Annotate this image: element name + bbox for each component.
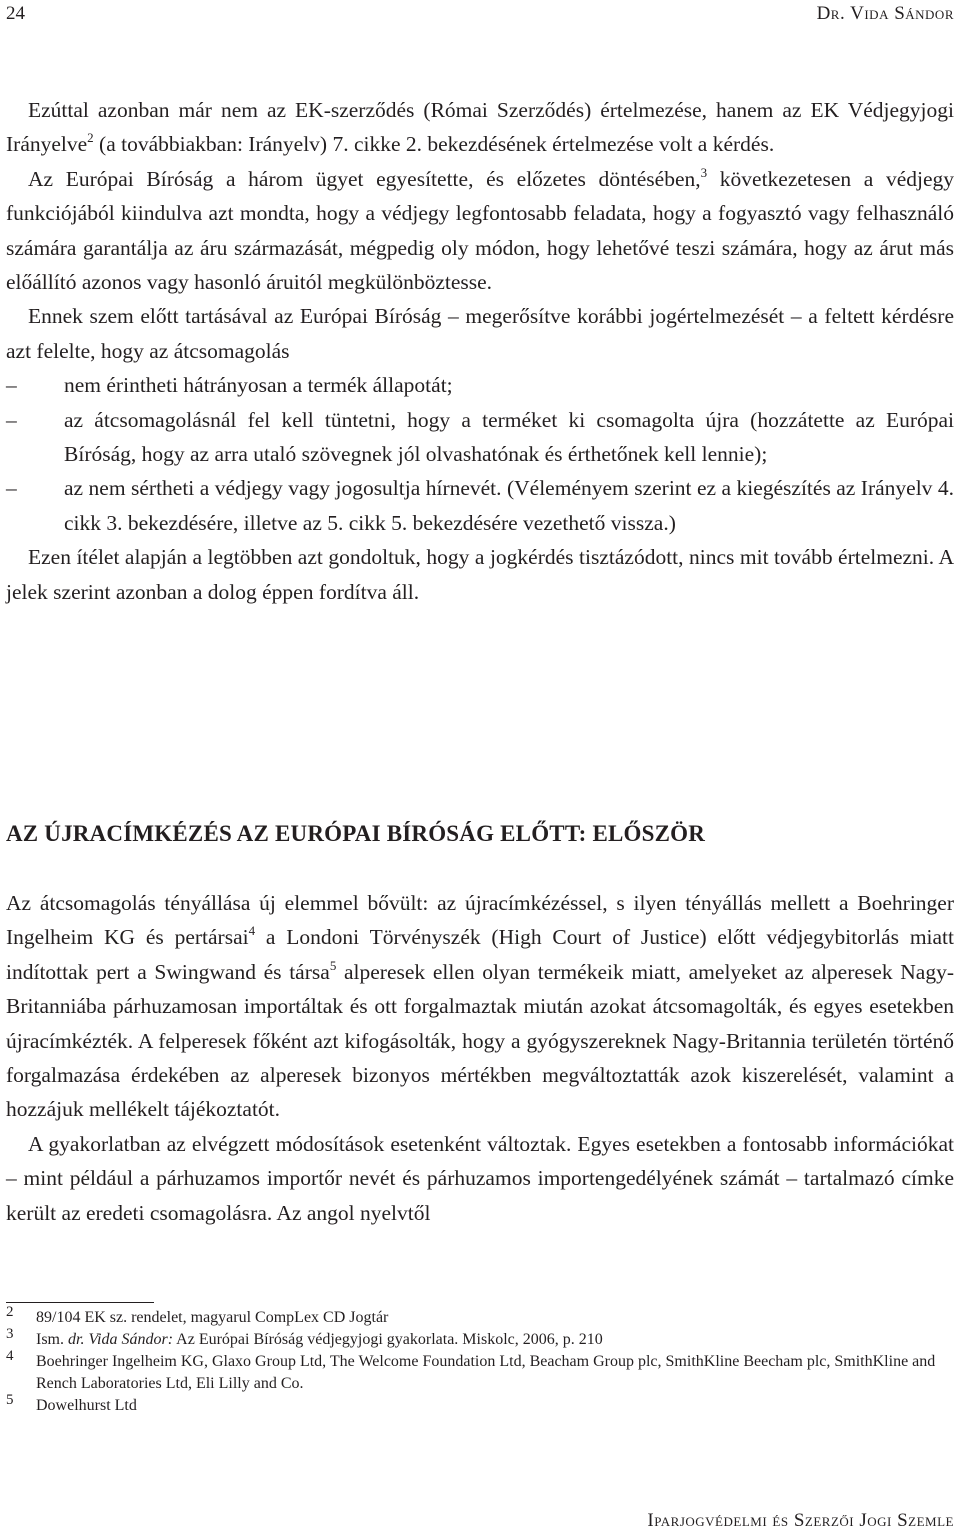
- footnote-ref[interactable]: 3: [700, 164, 708, 180]
- list-item: – nem érintheti hátrányosan a termék állapotát;: [6, 368, 954, 402]
- footnote-number: 5: [6, 1392, 14, 1408]
- footnote-number: 2: [6, 1304, 14, 1320]
- footnote-ref[interactable]: 4: [248, 923, 256, 939]
- footnote-number: 4: [6, 1348, 14, 1364]
- footnote-ref[interactable]: 2: [87, 130, 94, 146]
- dash-bullet: –: [6, 373, 17, 398]
- footnote: 2 89/104 EK sz. rendelet, magyarul CompLex CD Jogtár: [6, 1307, 954, 1329]
- dash-bullet: –: [6, 407, 17, 432]
- page-number: 24: [6, 3, 25, 24]
- section-heading: AZ ÚJRACÍMKÉZÉS AZ EURÓPAI BÍRÓSÁG ELŐTT: ELŐSZÖR: [6, 821, 706, 846]
- footnote-number: 3: [6, 1326, 14, 1342]
- list-item: – az nem sértheti a védjegy vagy jogosultja hírnevét. (Véleményem szerint ez a kiegészítés az Irányelv 4. cikk 3. bekezdésére, illetve az 5. cikk 5. bekezdésére vezethető vissza.): [6, 471, 954, 540]
- paragraph: Ezen ítélet alapján a legtöbben azt gondoltuk, hogy a jogkérdés tisztázódott, nincs mit tovább értelmezni. A jelek szerint azonban a dolog éppen fordítva áll.: [6, 545, 954, 604]
- paragraph: Az Európai Bíróság a három ügyet egyesítette, és előzetes döntésében,$^3$ következetesen a védjegy funkciójából kiindulva azt mondta, hogy a védjegy legfontosabb feladata, hogy a fogyasztó vagy felhasználó számára garantálja az áru származását, mégpedig oly módon, hogy lehetővé teszi számára, hogy az árut más előállító azonos vagy hasonló áruitól megkülönböztesse.: [6, 164, 955, 295]
- list-item: – az átcsomagolásnál fel kell tüntetni, hogy a terméket ki csomagolta újra (hozzátette az Európai Bíróság, hogy az arra utaló szövegnek jól olvashatónak és érthetőnek kell lennie);: [6, 403, 954, 472]
- paragraph: A gyakorlatban az elvégzett módosítások esetenként változtak. Egyes esetekben a fontosabb információkat – mint például a párhuzamos importőr nevét és párhuzamos importengedélyének számát – tartalmazó címke került az eredeti csomagolásra. Az angol nyelvtől: [6, 1131, 954, 1225]
- intro-text: [6, 93, 954, 609]
- paragraph: Ennek szem előtt tartásával az Európai Bíróság – megerősítve korábbi jogértelmezését – a feltett kérdésre azt felelte, hogy az átcsomagolás: [6, 304, 954, 363]
- dash-bullet: –: [6, 476, 17, 501]
- footnote: 5 Dowelhurst Ltd: [6, 1395, 954, 1417]
- footnotes: [6, 1304, 954, 1417]
- paragraph: Ezúttal azonban már nem az EK-szerződés (Római Szerződés) értelmezése, hanem az EK Védjegyjogi Irányelve$^2$ (a továbbiakban: Irányelv) 7. cikke 2. bekezdésének értelmezése volt a kérdés.: [6, 98, 954, 157]
- running-footer-journal: Iparjogvédelmi és Szerzői Jogi Szemle: [647, 1510, 954, 1531]
- footnote: 4 Boehringer Ingelheim KG, Glaxo Group Ltd, The Welcome Foundation Ltd, Beacham Group plc, SmithKline Beecham plc, SmithKline and Rench Laboratories Ltd, Eli Lilly and Co.: [6, 1351, 954, 1395]
- footnote-ref[interactable]: 5: [329, 957, 337, 973]
- footnote: 3 Ism. dr. Vida Sándor: Az Európai Bíróság védjegyjogi gyakorlata. Miskolc, 2006, p. 210: [6, 1329, 954, 1351]
- footnote-separator: [6, 1302, 154, 1303]
- paragraph: Az átcsomagolás tényállása új elemmel bővült: az újracímkézéssel, s ilyen tényállás mellett a Boehringer Ingelheim KG és pertársai$^4$ a Londoni Törvényszék (High Court of Justice) előtt védjegybitorlás miatt indítottak pert a Swingwand és társa$^5$ alperesek ellen olyan termékeik miatt, amelyeket az alperesek Nagy-Britanniába párhuzamosan importáltak és ott forgalmaztak miután azokat átcsomagolták, és egyes esetekben újracímkézték. A felperesek főként azt kifogásolták, hogy a gyógyszereknek Nagy-Britannia területén történő forgalmazása érdekében az alperesek bizonyos mértékben megváltoztatták azok kiszerelését, valamint a hozzájuk mellékelt tájékoztatót.: [6, 891, 955, 1122]
- section-text: [6, 886, 954, 1230]
- running-header-author: Dr. Vida Sándor: [816, 3, 954, 24]
